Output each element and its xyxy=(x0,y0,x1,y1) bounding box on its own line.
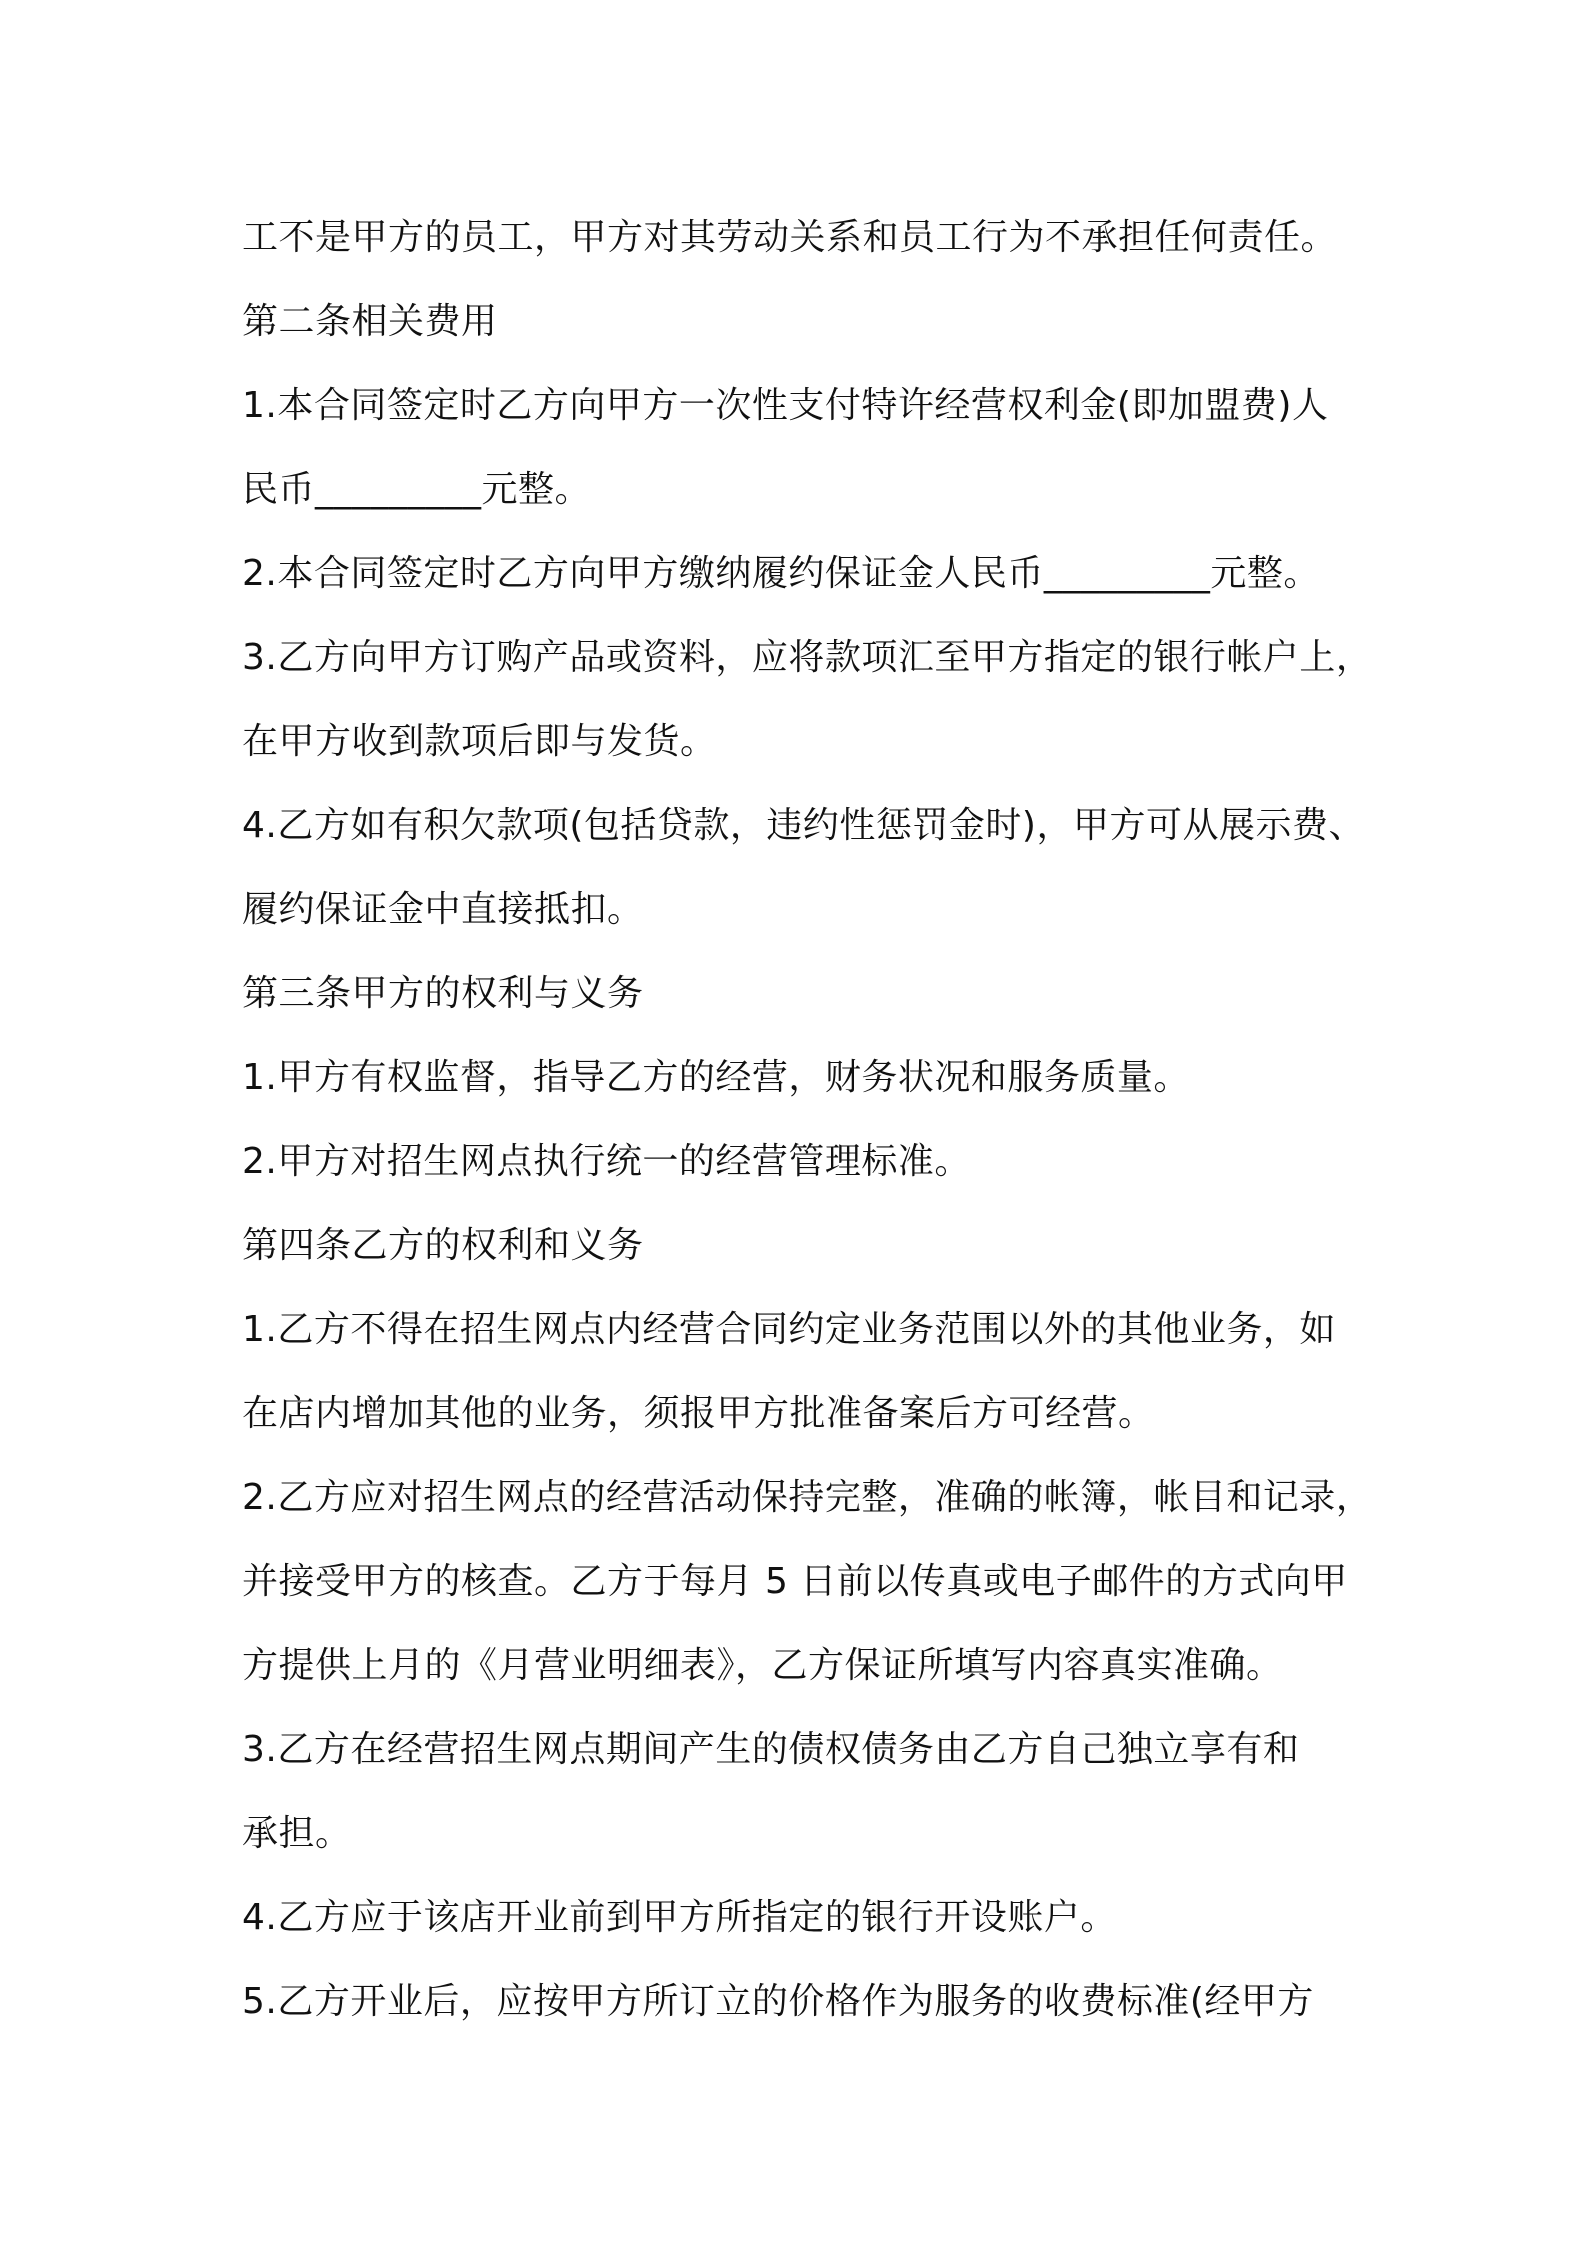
text-line: 2.乙方应对招生网点的经营活动保持完整，准确的帐簿，帐目和记录， xyxy=(242,1477,1373,1518)
text-line: 1.乙方不得在招生网点内经营合同约定业务范围以外的其他业务，如 xyxy=(242,1309,1336,1350)
text-line: 4.乙方如有积欠款项(包括贷款，违约性惩罚金时)，甲方可从展示费、 xyxy=(242,805,1365,846)
text-line: 3.乙方在经营招生网点期间产生的债权债务由乙方自己独立享有和 xyxy=(242,1729,1300,1770)
text-line: 5.乙方开业后，应按甲方所订立的价格作为服务的收费标准(经甲方 xyxy=(242,1981,1314,2022)
text-line: 方提供上月的《月营业明细表》，乙方保证所填写内容真实准确。 xyxy=(242,1645,1283,1686)
text-line: 并接受甲方的核查。乙方于每月 5 日前以传真或电子邮件的方式向甲 xyxy=(242,1561,1348,1602)
text-line: 4.乙方应于该店开业前到甲方所指定的银行开设账户。 xyxy=(242,1897,1117,1938)
text-line: 承担。 xyxy=(242,1813,352,1854)
text-line: 履约保证金中直接抵扣。 xyxy=(242,889,644,930)
text-line: 2.本合同签定时乙方向甲方缴纳履约保证金人民币_________元整。 xyxy=(242,553,1320,594)
section-heading: 第二条相关费用 xyxy=(242,301,498,342)
document-body xyxy=(242,196,1392,2044)
text-line: 1.甲方有权监督，指导乙方的经营，财务状况和服务质量。 xyxy=(242,1057,1190,1098)
text-line: 2.甲方对招生网点执行统一的经营管理标准。 xyxy=(242,1141,971,1182)
text-line: 3.乙方向甲方订购产品或资料，应将款项汇至甲方指定的银行帐户上， xyxy=(242,637,1373,678)
text-line: 在店内增加其他的业务，须报甲方批准备案后方可经营。 xyxy=(242,1393,1155,1434)
text-line: 民币_________元整。 xyxy=(242,469,592,510)
text-line: 工不是甲方的员工，甲方对其劳动关系和员工行为不承担任何责任。 xyxy=(242,217,1338,258)
section-heading: 第四条乙方的权利和义务 xyxy=(242,1225,644,1266)
text-line: 在甲方收到款项后即与发货。 xyxy=(242,721,717,762)
section-heading: 第三条甲方的权利与义务 xyxy=(242,973,644,1014)
text-line: 1.本合同签定时乙方向甲方一次性支付特许经营权利金(即加盟费)人 xyxy=(242,385,1329,426)
